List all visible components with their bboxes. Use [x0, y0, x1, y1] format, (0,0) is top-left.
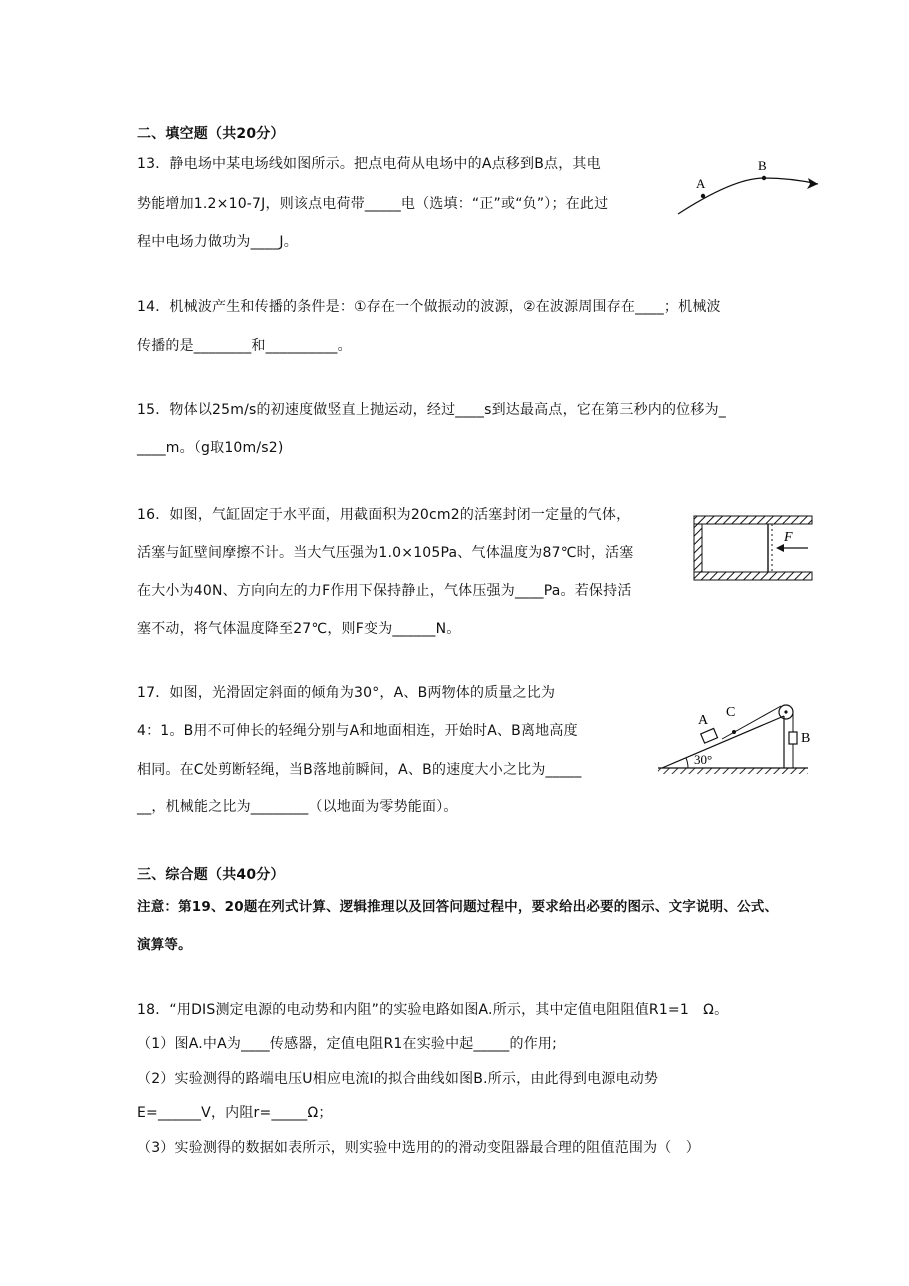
section-3-note-line-2: 演算等。	[137, 937, 192, 953]
q18-line-1: 18．“用DIS测定电源的电动势和内阻”的实验电路如图A.所示，其中定值电阻阻值R1=1 Ω。	[137, 1002, 729, 1018]
q13-line-3: 程中电场力做功为____J。	[137, 234, 298, 250]
q18-line-3: （2）实验测得的路端电压U相应电流I的拟合曲线如图B.所示，由此得到电源电动势	[137, 1071, 659, 1087]
q14-line-2: 传播的是________和__________。	[137, 338, 352, 354]
q14-line-1: 14．机械波产生和传播的条件是：①存在一个做振动的波源，②在波源周围存在____；机械波	[137, 299, 721, 315]
q15-line-2: ____m。（g取10m/s2)	[137, 440, 284, 456]
point-a-dot	[701, 194, 705, 198]
q16-line-2: 活塞与缸壁间摩擦不计。当大气压强为1.0×105Pa、气体温度为87℃时，活塞	[137, 545, 634, 561]
cylinder-bottom-wall	[694, 572, 812, 580]
q13-line-2: 势能增加1.2×10-7J，则该点电荷带_____电（选填：“正”或“负”）；在此过	[137, 196, 609, 212]
q16-line-4: 塞不动，将气体温度降至27℃，则F变为______N。	[137, 621, 461, 637]
point-c-label: C	[726, 705, 736, 720]
angle-label: 30°	[694, 752, 713, 767]
q17-line-4: __，机械能之比为________（以地面为零势能面）。	[137, 799, 458, 815]
block-a-label: A	[698, 713, 709, 728]
q18-line-5: （3）实验测得的数据如表所示，则实验中选用的的滑动变阻器最合理的阻值范围为（ ）	[137, 1140, 700, 1156]
q17-line-3: 相同。在C处剪断轻绳，当B落地前瞬间，A、B的速度大小之比为_____	[137, 762, 582, 778]
block-b-label: B	[801, 731, 811, 746]
q18-line-2: （1）图A.中A为____传感器，定值电阻R1在实验中起_____的作用;	[137, 1036, 558, 1052]
block-b	[789, 732, 797, 744]
force-label: F	[784, 530, 793, 545]
q17-line-2: 4：1。B用不可伸长的轻绳分别与A和地面相连，开始时A、B离地高度	[137, 723, 578, 739]
ground	[658, 768, 808, 774]
point-b-label: B	[758, 158, 767, 173]
point-a-label: A	[696, 176, 706, 191]
section-2-heading: 二、填空题（共20分）	[137, 126, 285, 142]
incline-surface	[662, 716, 784, 768]
point-c-dot	[732, 730, 736, 734]
q15-line-1: 15．物体以25m/s的初速度做竖直上抛运动，经过____s到达最高点，它在第三秒内的位移为_	[137, 402, 726, 418]
block-a	[701, 728, 718, 743]
section-3-note-line-1: 注意：第19、20题在列式计算、逻辑推理以及回答问题过程中，要求给出必要的图示、文字说明、公式、	[137, 899, 779, 915]
incline-pulley-figure	[652, 700, 822, 780]
q16-line-3: 在大小为40N、方向向左的力F作用下保持静止，气体压强为____Pa。若保持活	[137, 583, 632, 599]
angle-arc	[686, 758, 688, 768]
q13-line-1: 13．静电场中某电场线如图所示。把点电荷从电场中的A点移到B点，其电	[137, 156, 601, 172]
section-3-heading: 三、综合题（共40分）	[137, 867, 285, 883]
q17-line-1: 17．如图，光滑固定斜面的倾角为30°，A、B两物体的质量之比为	[137, 685, 556, 701]
force-arrowhead	[776, 544, 784, 552]
q18-line-4: E=______V，内阻r=_____Ω；	[137, 1105, 333, 1121]
cylinder-piston-figure	[692, 512, 816, 584]
field-line-arrowhead	[807, 178, 818, 189]
cylinder-top-wall	[694, 516, 812, 524]
point-b-dot	[762, 176, 766, 180]
q16-line-1: 16．如图，气缸固定于水平面，用截面积为20cm2的活塞封闭一定量的气体，	[137, 507, 631, 523]
electric-field-line-figure	[672, 156, 827, 220]
cylinder-left-wall	[694, 524, 702, 572]
pulley-axle	[784, 710, 787, 713]
